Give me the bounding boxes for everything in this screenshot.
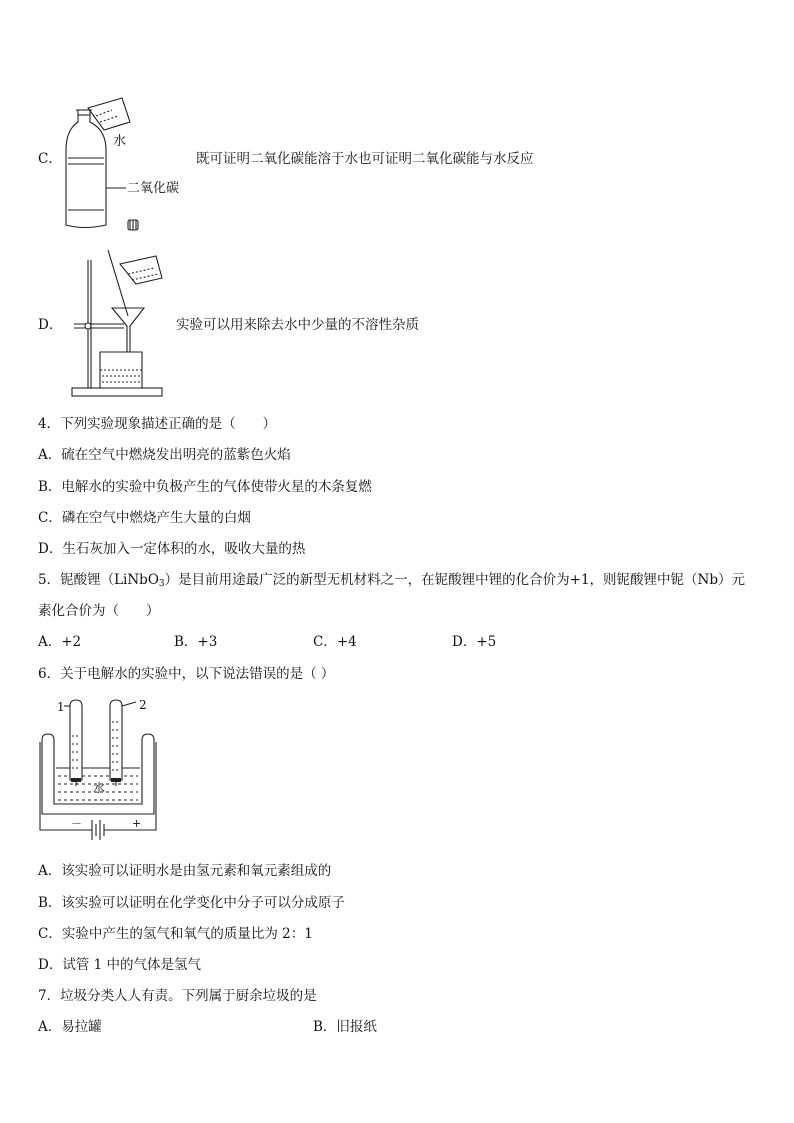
q6-stem: 6．关于电解水的实验中，以下说法错误的是（ ） xyxy=(38,666,335,682)
electrolysis-label-minus: － xyxy=(71,817,82,830)
figure-label-co2: 二氧化碳 xyxy=(127,181,180,196)
q6-option-a: A．该实验可以证明水是由氢元素和氧元素组成的 xyxy=(38,863,332,879)
q3-option-c-letter: C． xyxy=(38,151,62,167)
electrolysis-label-2: 2 xyxy=(139,698,147,712)
electrolysis-label-1: 1 xyxy=(57,700,65,714)
electrolysis-figure xyxy=(36,696,166,846)
q3-option-d-text: 实验可以用来除去水中少量的不溶性杂质 xyxy=(176,317,419,333)
q5-option-c: C．+4 xyxy=(313,634,357,650)
q4-stem: 4．下列实验现象描述正确的是（ ） xyxy=(38,416,277,432)
q5-stem-pre: 5．铌酸锂（LiNbO xyxy=(38,572,159,588)
co2-bottle-figure xyxy=(60,100,190,235)
q4-option-d: D．生石灰加入一定体积的水，吸收大量的热 xyxy=(38,541,306,557)
q4-option-b: B．电解水的实验中负极产生的气体使带火星的木条复燃 xyxy=(38,479,372,495)
q7-stem: 7．垃圾分类人人有责。下列属于厨余垃圾的是 xyxy=(38,988,317,1004)
q6-option-c: C．实验中产生的氢气和氧气的质量比为 2：1 xyxy=(38,926,313,942)
electrolysis-label-water: 水 xyxy=(93,781,106,795)
q5-option-d: D．+5 xyxy=(452,634,497,650)
q4-option-a: A．硫在空气中燃烧发出明亮的蓝紫色火焰 xyxy=(38,447,291,463)
q6-option-d: D．试管 1 中的气体是氢气 xyxy=(38,957,201,973)
q4-option-c: C．磷在空气中燃烧产生大量的白烟 xyxy=(38,510,251,526)
q5-stem-subscript: 3 xyxy=(158,579,165,589)
electrolysis-label-plus: + xyxy=(132,817,142,830)
q3-option-c-text: 既可证明二氧化碳能溶于水也可证明二氧化碳能与水反应 xyxy=(196,151,534,167)
q5-stem xyxy=(38,571,745,593)
q7-option-b: B．旧报纸 xyxy=(313,1019,377,1035)
q5-option-a: A．+2 xyxy=(38,634,82,650)
q3-option-d-letter: D． xyxy=(38,317,63,333)
filtration-figure xyxy=(62,250,172,400)
q6-option-b: B．该实验可以证明在化学变化中分子可以分成原子 xyxy=(38,895,345,911)
figure-label-water: 水 xyxy=(113,134,127,149)
q7-option-a: A．易拉罐 xyxy=(38,1019,102,1035)
q5-option-b: B．+3 xyxy=(174,634,218,650)
q5-stem-line2: 素化合价为（ ） xyxy=(38,603,160,619)
q5-stem-post: ）是目前用途最广泛的新型无机材料之一，在铌酸锂中锂的化合价为+1，则铌酸锂中铌（Nb）元 xyxy=(164,572,745,588)
